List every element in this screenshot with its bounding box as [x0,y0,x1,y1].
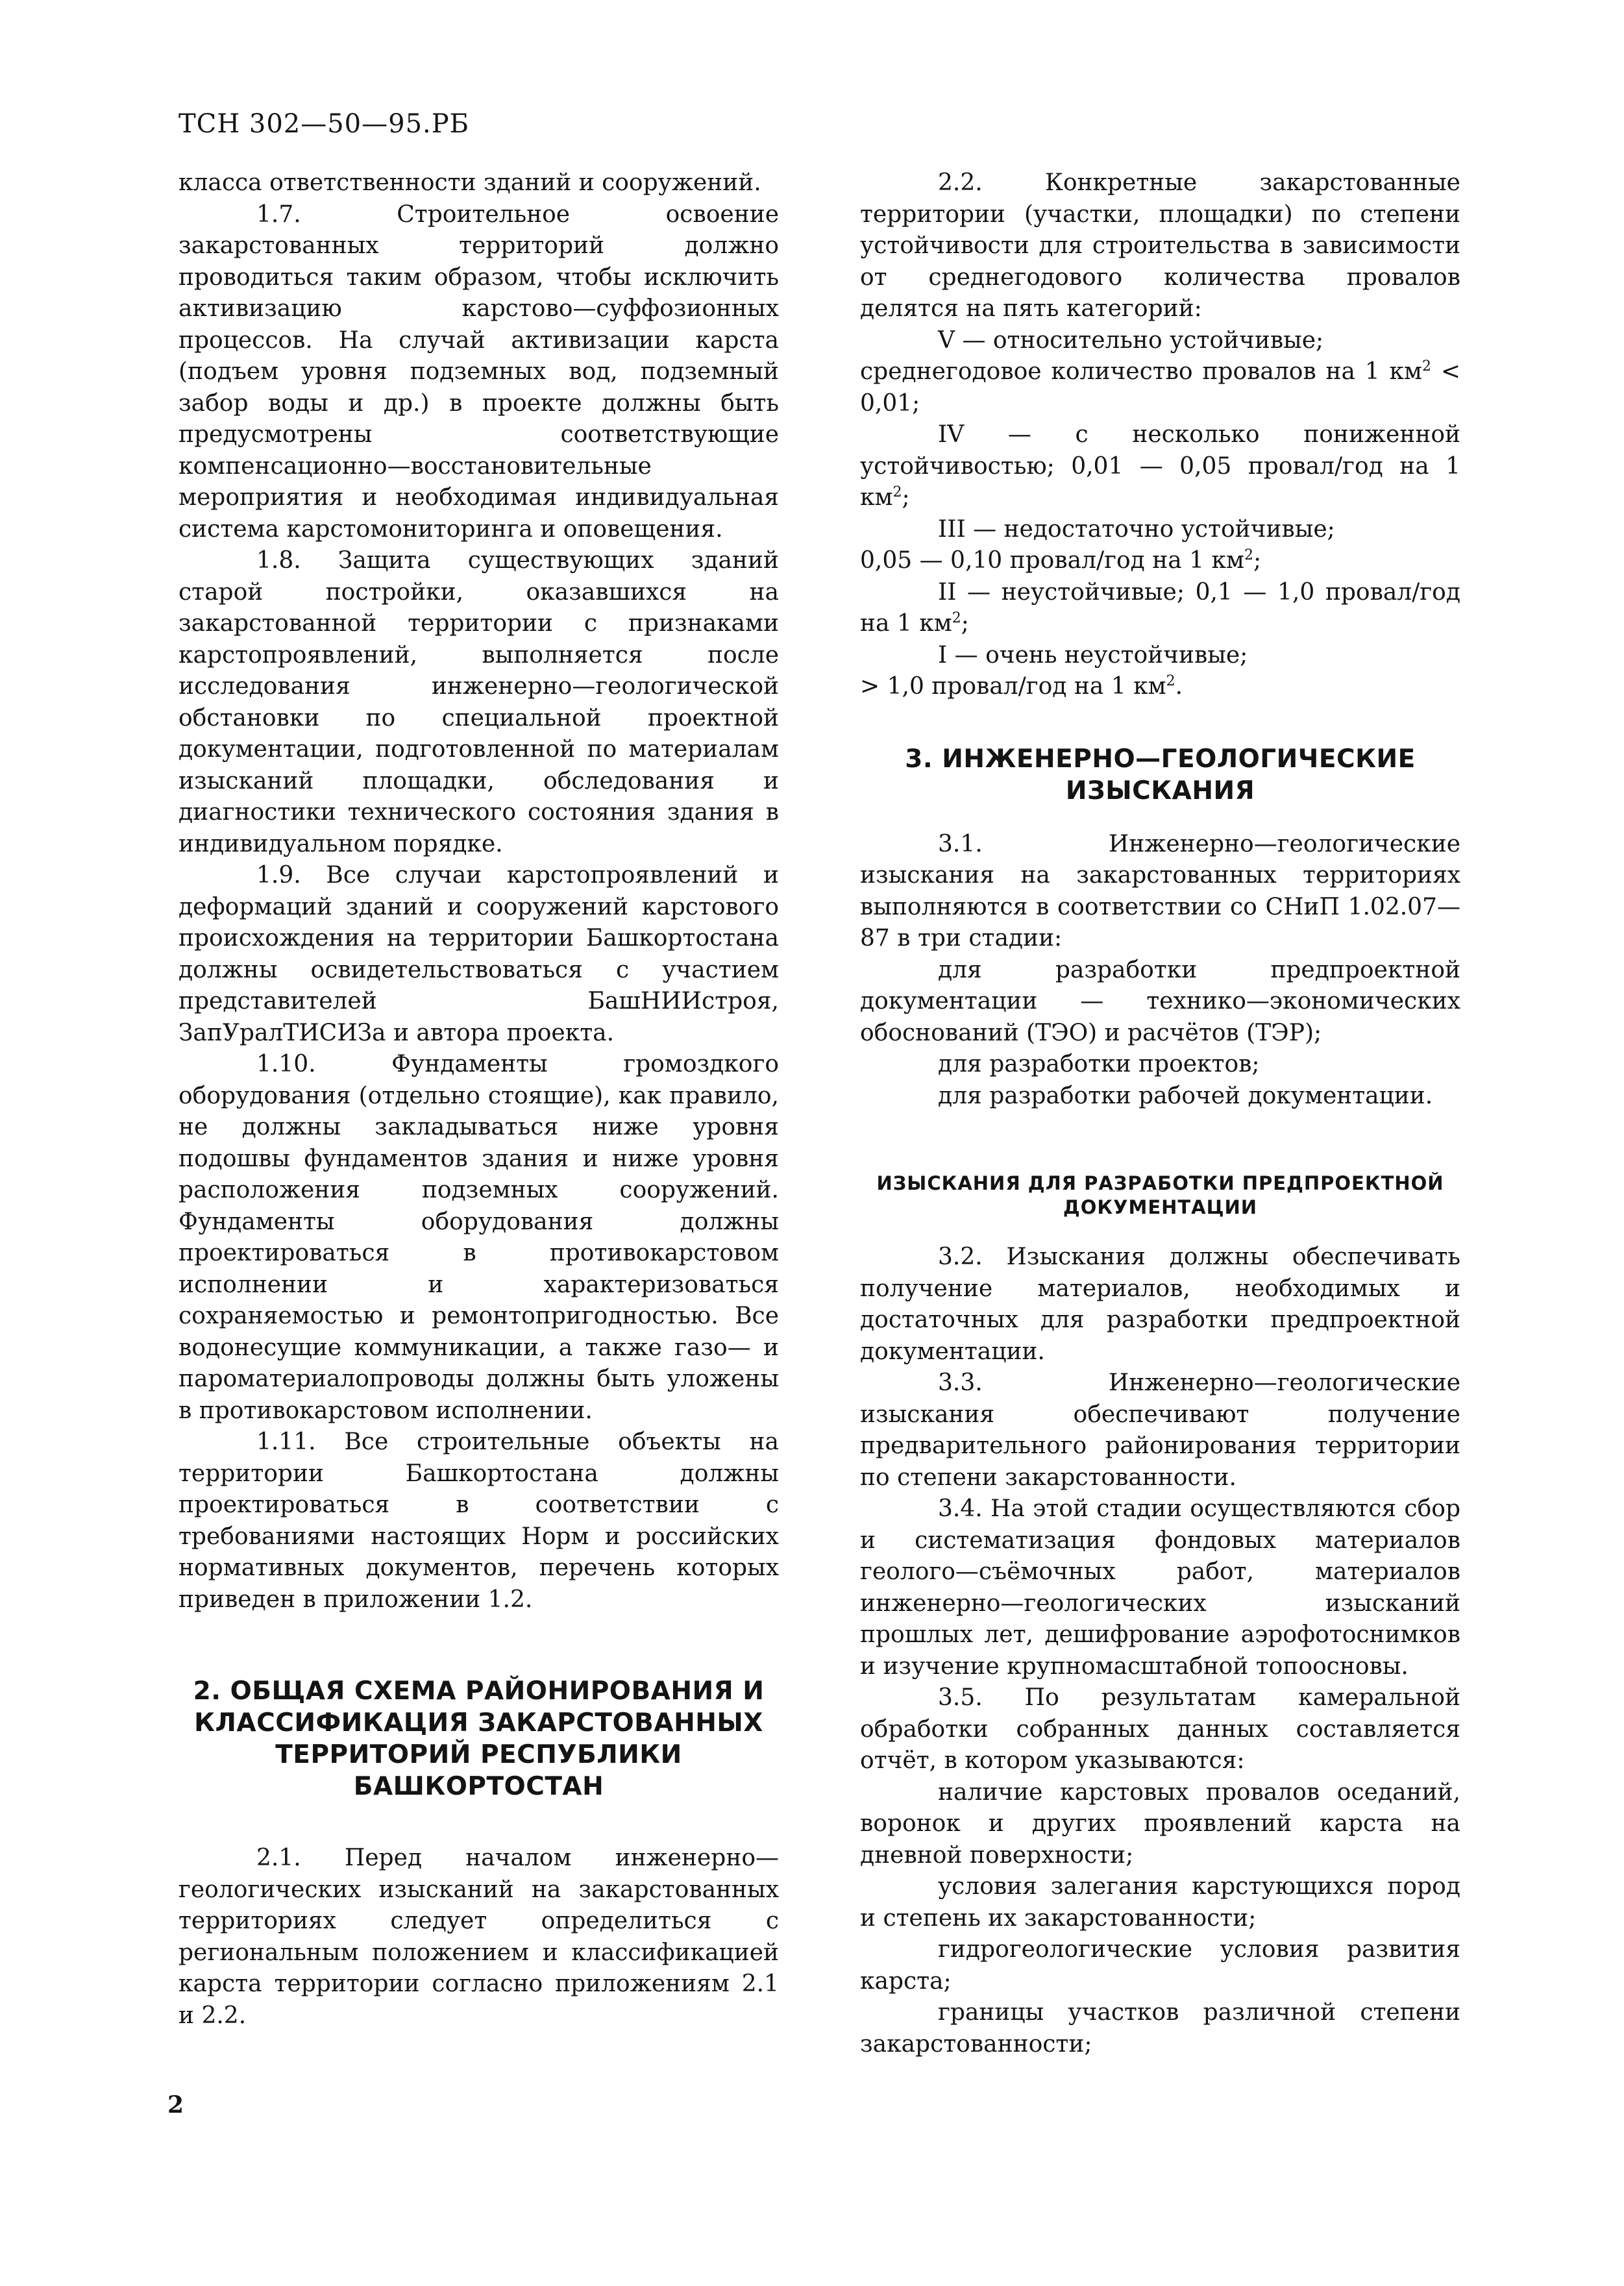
paragraph-3-1: 3.1. Инженерно—геологические изыскания на закарстованных территориях выполняются в соответствии со СНиП 1.02.07—87 в три стадии: [860,830,1460,952]
paragraph-1-9: 1.9. Все случаи карстопроявлений и деформаций зданий и сооружений карстового происхождения на территории Башкортостана должны освидетельствоваться с участием представителей БашНИИстроя, ЗапУралТИСИЗа и автора проекта. [178,862,779,1046]
paragraph-1-11: 1.11. Все строительные объекты на территории Башкортостана должны проектироваться в соответствии с требованиями настоящих Норм и российских нормативных документов, перечень которых приведен в приложении 1.2. [178,1429,779,1613]
paragraph-1-10: 1.10. Фундаменты громоздкого оборудования (отдельно стоящие), как правило, не должны закладываться ниже уровня подошвы фундаментов здания и ниже уровня расположения подземных сооружений. Фундаменты оборудования должны проектироваться в противокарстовом исполнении и характеризоваться сохраняемостью и ремонтопригодностью. Все водонесущие коммуникации, а также газо— и пароматериалопроводы должны быть уложены в противокарстовом исполнении. [178,1051,779,1424]
category-1-title: I — очень неустойчивые; [938,641,1248,669]
report-item-4: границы участков различной степени закарстованности; [860,1999,1460,2058]
report-item-3: гидрогеологические условия развития карста; [860,1936,1460,1995]
category-3-value: 0,05 — 0,10 провал/год на 1 $км^2$; [860,547,1262,574]
stage-item-3: для разработки рабочей документации. [938,1082,1433,1109]
paragraph-1-8: 1.8. Защита существующих зданий старой постройки, оказавшихся на закарстованной территории с признаками карстопроявлений, выполняется после исследования инженерно—геологической обстановки по специальной проектной документации, подготовленной по материалам изысканий площадки, обследования и диагностики технического состояния здания в индивидуальном порядке. [178,547,779,857]
right-column [860,167,1460,2060]
page-number: 2 [167,2091,184,2119]
subsection-heading: ИЗЫСКАНИЯ ДЛЯ РАЗРАБОТКИ ПРЕДПРОЕКТНОЙ ДОКУМЕНТАЦИИ [876,1172,1444,1218]
stage-item-1: для разработки предпроектной документации — технико—экономических обоснований (ТЭО) и расчётов (ТЭР); [860,956,1460,1046]
paragraph-2-1: 2.1. Перед началом инженерно—геологических изысканий на закарстованных территориях следует определиться с региональным положением и классификацией карста территории согласно приложениям 2.1 и 2.2. [178,1845,779,2029]
category-1-value: > 1,0 провал/год на 1 $км^2$. [860,673,1183,700]
report-item-2: условия залегания карстующихся пород и степень их закарстованности; [860,1873,1460,1932]
paragraph-2-2: 2.2. Конкретные закарстованные территории (участки, площадки) по степени устойчивости для строительства в зависимости от среднегодового количества провалов делятся на пять категорий: [860,169,1460,322]
stage-item-2: для разработки проектов; [938,1051,1260,1077]
paragraph-3-3: 3.3. Инженерно—геологические изыскания обеспечивают получение предварительного районирования территории по степени закарстованности. [860,1370,1460,1491]
section-3-heading: 3. ИНЖЕНЕРНО—ГЕОЛОГИЧЕСКИЕ ИЗЫСКАНИЯ [905,744,1416,805]
paragraph-3-4: 3.4. На этой стадии осуществляются сбор и систематизация фондовых материалов геолого—съёмочных работ, материалов инженерно—геологических изысканий прошлых лет, дешифрование аэрофотоснимков и изучение крупномасштабной топоосновы. [860,1495,1460,1680]
left-column [178,167,779,2032]
document-header: ТСН 302—50—95.РБ [178,109,470,139]
category-5-title: V — относительно устойчивые; [938,326,1324,354]
category-5-value: среднегодовое количество провалов на 1 $км^2 < 0,01$; [860,358,1461,417]
paragraph-continued: класса ответственности зданий и сооружений. [178,169,761,196]
paragraph-1-7: 1.7. Строительное освоение закарстованных территорий должно проводиться таким образом, чтобы исключить активизацию карстово—суффозионных процессов. На случай активизации карста (подъем уровня подземных вод, подземный забор воды и др.) в проекте должны быть предусмотрены соответствующие компенсационно—восстановительные мероприятия и необходимая индивидуальная система карстомониторинга и оповещения. [178,201,779,543]
section-2-heading: 2. ОБЩАЯ СХЕМА РАЙОНИРОВАНИЯ И КЛАССИФИКАЦИЯ ЗАКАРСТОВАННЫХ ТЕРРИТОРИЙ РЕСПУБЛИКИ БАШКОРТОСТАН [193,1677,765,1801]
category-3-title: III — недостаточно устойчивые; [938,515,1335,543]
category-2: II — неустойчивые; 0,1 — 1,0 провал/год на 1 $км^2$; [860,578,1460,637]
paragraph-3-5: 3.5. По результатам камеральной обработки собранных данных составляется отчёт, в котором указываются: [860,1684,1460,1774]
paragraph-3-2: 3.2. Изыскания должны обеспечивать получение материалов, необходимых и достаточных для разработки предпроектной документации. [860,1244,1460,1365]
category-4: IV — с несколько пониженной устойчивостью; 0,01 — 0,05 провал/год на 1 $км^2$; [860,421,1460,511]
report-item-1: наличие карстовых провалов оседаний, воронок и других проявлений карста на дневной поверхности; [860,1778,1460,1869]
